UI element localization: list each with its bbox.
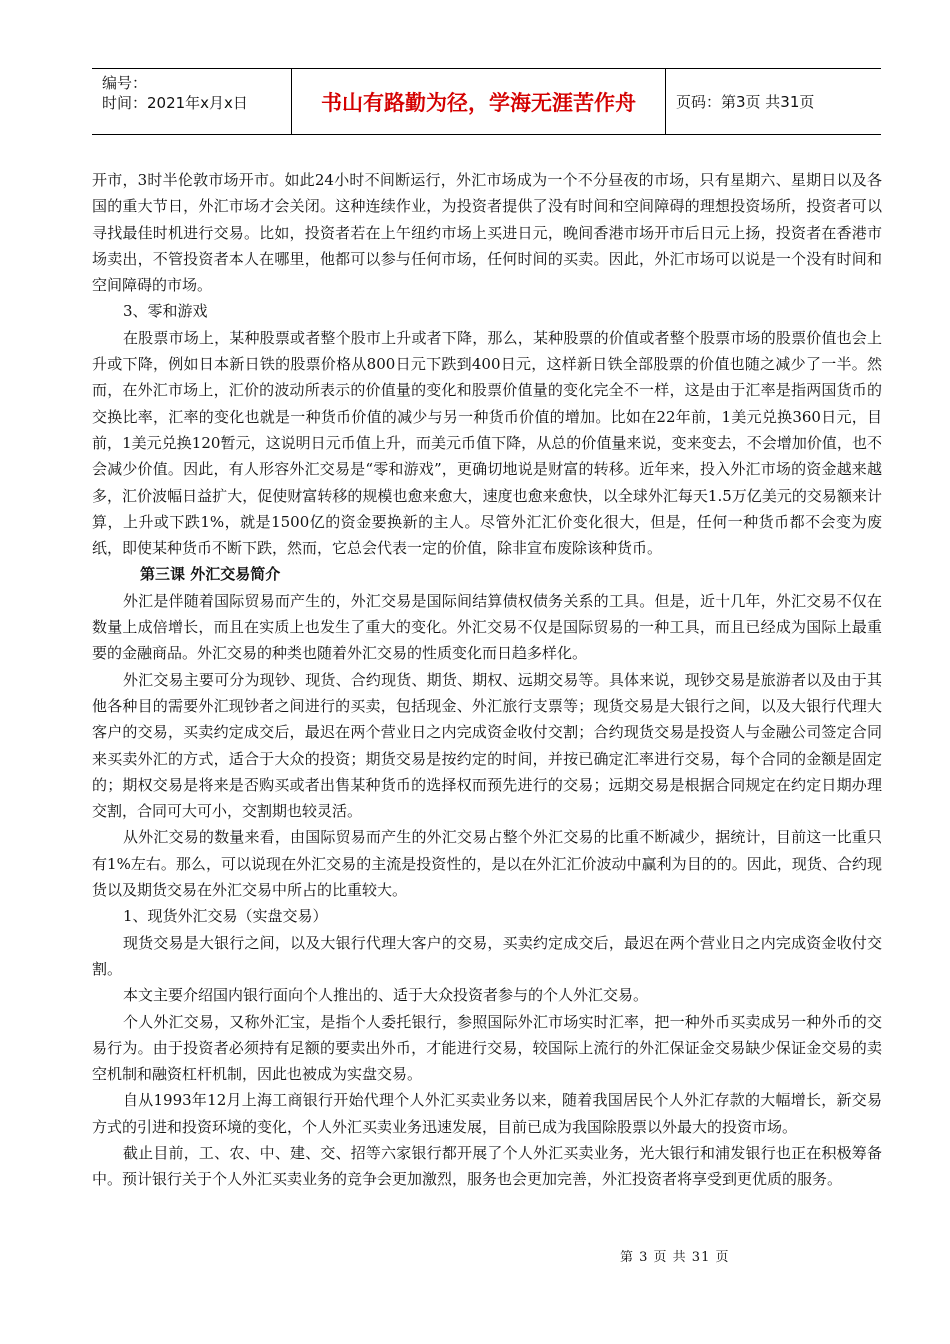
page-header xyxy=(92,68,881,135)
document-body xyxy=(92,167,882,1193)
paragraph: 个人外汇交易，又称外汇宝，是指个人委托银行，参照国际外汇市场实时汇率，把一种外币买卖成另一种外币的交易行为。由于投资者必须持有足额的要卖出外币，才能进行交易，较国际上流行的外汇保证金交易缺少保证金交易的卖空机制和融资杠杆机制，因此也被成为实盘交易。 xyxy=(92,1012,882,1084)
lesson-heading: 第三课 外汇交易简介 xyxy=(140,565,281,584)
header-meta xyxy=(92,69,292,134)
page-footer: 第 3 页 共 31 页 xyxy=(620,1250,730,1265)
paragraph: 开市，3时半伦敦市场开市。如此24小时不间断运行，外汇市场成为一个不分昼夜的市场，只有星期六、星期日以及各国的重大节日，外汇市场才会关闭。这种连续作业，为投资者提供了没有时间和空间障碍的理想投资场所，投资者可以寻找最佳时机进行交易。比如，投资者若在上午纽约市场上买进日元，晚间香港市场开市后日元上扬，投资者在香港市场卖出，不管投资者本人在哪里，他都可以参与任何市场，任何时间的买卖。因此，外汇市场可以说是一个没有时间和空间障碍的市场。 xyxy=(92,171,882,295)
header-page-number: 页码：第3页 共31页 xyxy=(676,93,815,111)
section-heading: 3、零和游戏 xyxy=(123,302,208,321)
paragraph: 现货交易是大银行之间，以及大银行代理大客户的交易，买卖约定成交后，最迟在两个营业日之内完成资金收付交割。 xyxy=(92,933,882,978)
document-date: 时间：2021年x月x日 xyxy=(102,94,248,112)
paragraph: 外汇交易主要可分为现钞、现货、合约现货、期货、期权、远期交易等。具体来说，现钞交易是旅游者以及由于其他各种目的需要外汇现钞者之间进行的买卖，包括现金、外汇旅行支票等；现货交易是大银行之间，以及大银行代理大客户的交易，买卖约定成交后，最迟在两个营业日之内完成资金收付交割；合约现货交易是投资人与金融公司签定合同来买卖外汇的方式，适合于大众的投资；期货交易是按约定的时间，并按已确定汇率进行交易，每个合同的金额是固定的；期权交易是将来是否购买或者出售某种货币的选择权而预先进行的交易；远期交易是根据合同规定在约定日期办理交割，合同可大可小，交割期也较灵活。 xyxy=(92,670,882,821)
paragraph: 截止目前，工、农、中、建、交、招等六家银行都开展了个人外汇买卖业务，光大银行和浦发银行也正在积极筹备中。预计银行关于个人外汇买卖业务的竞争会更加激烈，服务也会更加完善，外汇投资者将享受到更优质的服务。 xyxy=(92,1143,882,1189)
paragraph: 外汇是伴随着国际贸易而产生的，外汇交易是国际间结算债权债务关系的工具。但是，近十几年，外汇交易不仅在数量上成倍增长，而且在实质上也发生了重大的变化。外汇交易不仅是国际贸易的一种工具，而且已经成为国际上最重要的金融商品。外汇交易的种类也随着外汇交易的性质变化而日趋多样化。 xyxy=(92,591,882,663)
section-heading: 1、现货外汇交易（实盘交易） xyxy=(123,907,328,926)
paragraph: 在股票市场上，某种股票或者整个股市上升或者下降，那么，某种股票的价值或者整个股票市场的股票价值也会上升或下降，例如日本新日铁的股票价格从800日元下跌到400日元，这样新日铁全部股票的价值也随之减少了一半。然而，在外汇市场上，汇价的波动所表示的价值量的变化和股票价值量的变化完全不一样，这是由于汇率是指两国货币的交换比率，汇率的变化也就是一种货币价值的减少与另一种货币价值的增加。比如在22年前，1美元兑换360日元，目前，1美元兑换120暂元，这说明日元币值上升，而美元币值下降，从总的价值量来说，变来变去，不会增加价值，也不会减少价值。因此，有人形容外汇交易是“零和游戏”，更确切地说是财富的转移。近年来，投入外汇市场的资金越来越多，汇价波幅日益扩大，促使财富转移的规模也愈来愈大，速度也愈来愈快，以全球外汇每天1.5万亿美元的交易额来计算，上升或下跌1%，就是1500亿的资金要换新的主人。尽管外汇汇价变化很大，但是，任何一种货币都不会变为废纸，即使某种货币不断下跌，然而，它总会代表一定的价值，除非宣布废除该种货币。 xyxy=(92,328,882,558)
header-motto: 书山有路勤为径，学海无涯苦作舟 xyxy=(292,69,666,134)
document-number: 编号： xyxy=(102,74,148,92)
paragraph: 本文主要介绍国内银行面向个人推出的、适于大众投资者参与的个人外汇交易。 xyxy=(123,986,649,1005)
paragraph: 自从1993年12月上海工商银行开始代理个人外汇买卖业务以来，随着我国居民个人外汇存款的大幅增长，新交易方式的引进和投资环境的变化，个人外汇买卖业务迅速发展，目前已成为我国除股票以外最大的投资市场。 xyxy=(92,1091,882,1136)
paragraph: 从外汇交易的数量来看，由国际贸易而产生的外汇交易占整个外汇交易的比重不断减少，据统计，目前这一比重只有1%左右。那么，可以说现在外汇交易的主流是投资性的，是以在外汇汇价波动中赢利为目的的。因此，现货、合约现货以及期货交易在外汇交易中所占的比重较大。 xyxy=(92,828,882,900)
